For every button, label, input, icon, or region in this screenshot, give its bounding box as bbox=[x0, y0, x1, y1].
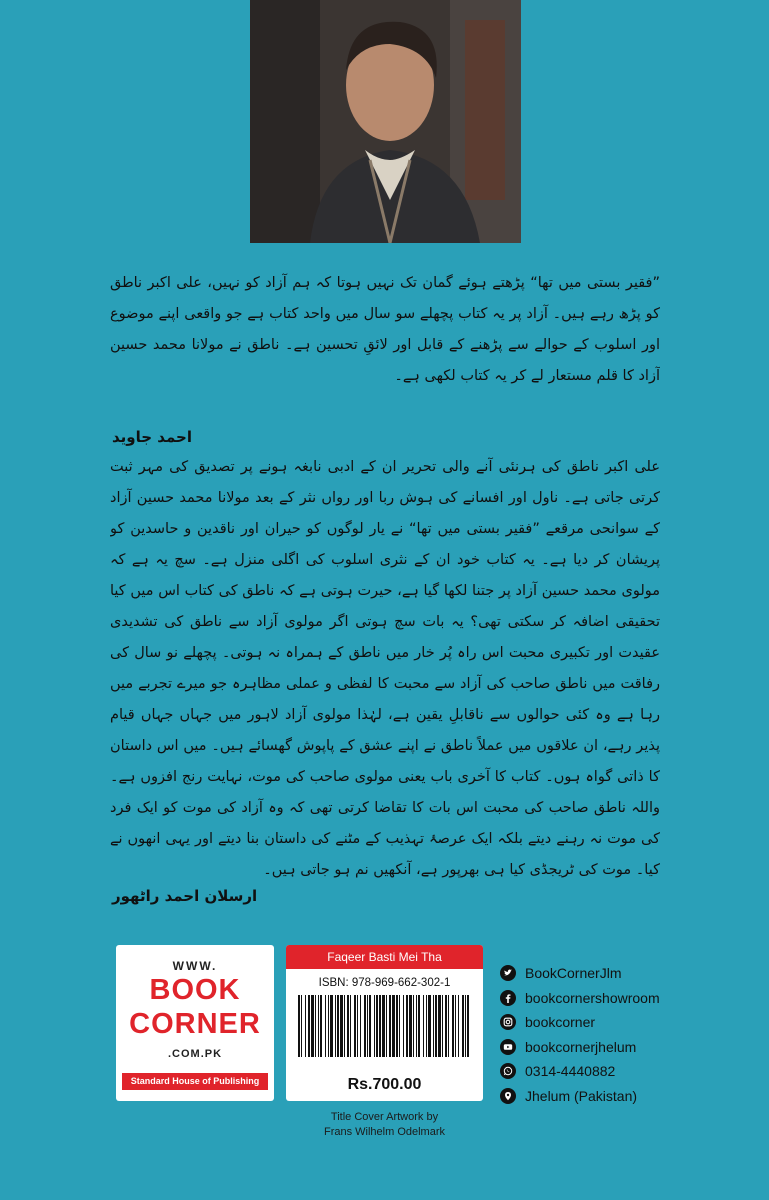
barcode-bar bbox=[305, 995, 306, 1057]
barcode-bar bbox=[392, 995, 395, 1057]
barcode-bar bbox=[403, 995, 404, 1057]
barcode-bar bbox=[325, 995, 326, 1057]
review-paragraph-1 bbox=[110, 268, 660, 420]
barcode-bar bbox=[465, 995, 466, 1057]
location-text: Jhelum (Pakistan) bbox=[525, 1087, 638, 1104]
social-item-youtube bbox=[500, 1035, 660, 1060]
review-1-text: ”فقیر بستی میں تھا“ پڑھتے ہوئے گمان تک نہیں ہوتا کہ ہم آزاد کو نہیں، علی اکبر ناطق کو پڑھ رہے ہیں۔ آزاد پر یہ کتاب پچھلے سو سال میں واحد کتاب ہے جو واقعی اپنے موضوع اور اسلوب کے حوالے سے پڑھنے کے قابل اور لائقِ تحسین ہے۔ ناطق نے مولانا محمد حسین آزاد کا قلم مستعار لے کر یہ کتاب لکھی ہے۔ bbox=[110, 275, 660, 384]
barcode-bar bbox=[452, 995, 454, 1057]
barcode-bar bbox=[435, 995, 437, 1057]
barcode-bar bbox=[416, 995, 417, 1057]
logo-www: WWW. bbox=[172, 959, 218, 973]
barcode-bar bbox=[396, 995, 398, 1057]
barcode-bar bbox=[340, 995, 343, 1057]
barcode-bar bbox=[399, 995, 400, 1057]
barcode-bar bbox=[330, 995, 333, 1057]
barcode-bar bbox=[298, 995, 300, 1057]
logo-book: BOOK bbox=[149, 974, 241, 1006]
barcode-icon bbox=[296, 995, 473, 1057]
barcode-bar bbox=[357, 995, 358, 1057]
whatsapp-icon bbox=[500, 1063, 516, 1079]
logo-tagline: Standard House of Publishing bbox=[122, 1073, 268, 1090]
youtube-icon bbox=[500, 1039, 516, 1055]
social-item-facebook bbox=[500, 986, 660, 1011]
barcode-bar bbox=[386, 995, 387, 1057]
location-icon bbox=[500, 1088, 516, 1104]
credit-line-1: Title Cover Artwork by bbox=[330, 1111, 439, 1123]
barcode-bar bbox=[318, 995, 319, 1057]
barcode-bar bbox=[413, 995, 414, 1057]
barcode-bar bbox=[433, 995, 434, 1057]
author-photo bbox=[250, 0, 521, 243]
review-2-text: علی اکبر ناطق کی ہرنئی آنے والی تحریر ان کے ادبی نابغہ ہونے پر تصدیق کی مہر ثبت کرتی جاتی ہے۔ ناول اور افسانے کی ہوش ربا اور رواں نثر کے بعد مولانا محمد حسین آزاد کے سوانحی مرقعے ”فقیر بستی میں تھا“ نے یار لوگوں کو حیران اور ناقدین و حاسدین کو پریشان کر دیا ہے۔ یہ کتاب خود ان کے نثری اسلوب کی اگلی منزل ہے۔ سچ یہ ہے کہ مولوی محمد حسین آزاد پر جتنا لکھا گیا ہے، حیرت ہوتی ہے کہ ناطق کی کتاب اس میں کیا تحقیقی اضافہ کر سکتی تھی؟ یہ بات سچ ہوتی اگر مولوی آزاد سے ناطق کی تشدیدی عقیدت اور تکبیری محبت اس راہ پُر خار میں ناطق کے ہمراہ نہ ہوتی۔ پچھلے نو سال کی رفاقت میں ناطق صاحب کی آزاد سے محبت کا لفظی و عملی مظاہرہ جو میرے تجربے میں رہا ہے وہ کئی حوالوں سے ناقابلِ یقین ہے، لہٰذا مولوی آزاد لاہور میں جہاں جہاں قیام پذیر رہے، ان علاقوں میں عملاً ناطق نے اپنے عشق کے پاپوش گھسائے ہیں۔ میں اس داستان کا ذاتی گواہ ہوں۔ کتاب کا آخری باب یعنی مولوی صاحب کی موت، نہایت رنج افزوں ہے۔ واللہ ناطق صاحب کی محبت اس بات کا تقاضا کرتی تھی کہ وہ آزاد کی موت کو ایک فرد کی موت نہ رہنے دیتے بلکہ ایک عرصۂ تہذیب کے مٹنے کی داستان بنا دیتے اور یہی انھوں نے کیا۔ موت کی ٹریجڈی کیا ہی بھرپور ہے، آنکھیں نم ہو جاتی ہیں۔ bbox=[110, 459, 660, 878]
author-portrait-illustration bbox=[250, 0, 521, 243]
barcode-bar bbox=[462, 995, 464, 1057]
barcode-bar bbox=[315, 995, 316, 1057]
twitter-handle: BookCornerJlm bbox=[525, 965, 622, 982]
credit-line-2: Frans Wilhelm Odelmark bbox=[323, 1126, 446, 1138]
barcode-bar bbox=[354, 995, 356, 1057]
review-1-signature: احمد جاوید bbox=[112, 428, 192, 446]
barcode-bar bbox=[418, 995, 420, 1057]
logo-domain: .COM.PK bbox=[167, 1048, 223, 1060]
barcode-bar bbox=[308, 995, 310, 1057]
barcode-bar bbox=[409, 995, 412, 1057]
review-paragraph-2 bbox=[110, 452, 660, 884]
review-2-signature: ارسلان احمد راٹھور bbox=[112, 887, 258, 905]
barcode-bar bbox=[301, 995, 302, 1057]
book-title-en: Faqeer Basti Mei Tha bbox=[286, 945, 483, 969]
youtube-channel: bookcornerjhelum bbox=[525, 1038, 637, 1055]
barcode-bar bbox=[320, 995, 322, 1057]
barcode-bar bbox=[428, 995, 431, 1057]
barcode-panel bbox=[286, 945, 483, 1101]
price: Rs.700.00 bbox=[347, 1076, 422, 1093]
barcode-bar bbox=[455, 995, 456, 1057]
barcode-bar bbox=[438, 995, 441, 1057]
barcode-bar bbox=[335, 995, 336, 1057]
barcode-bar bbox=[337, 995, 339, 1057]
barcode-bar bbox=[389, 995, 391, 1057]
instagram-icon bbox=[500, 1014, 516, 1030]
barcode-bar bbox=[426, 995, 427, 1057]
barcode-bar bbox=[350, 995, 351, 1057]
barcode-bar bbox=[367, 995, 368, 1057]
logo-corner: CORNER bbox=[129, 1008, 261, 1040]
barcode-bar bbox=[311, 995, 314, 1057]
phone-number: 0314-4440882 bbox=[525, 1063, 616, 1080]
cover-credit bbox=[286, 1110, 483, 1140]
social-item-instagram bbox=[500, 1010, 660, 1035]
barcode-bar bbox=[467, 995, 469, 1057]
social-item-twitter bbox=[500, 961, 660, 986]
isbn-number: ISBN: 978-969-662-302-1 bbox=[318, 977, 451, 989]
barcode-bar bbox=[442, 995, 443, 1057]
facebook-page: bookcornershowroom bbox=[525, 989, 660, 1006]
barcode-bar bbox=[344, 995, 345, 1057]
twitter-icon bbox=[500, 965, 516, 981]
publisher-logo bbox=[116, 945, 274, 1101]
barcode-bar bbox=[458, 995, 459, 1057]
barcode-bar bbox=[382, 995, 385, 1057]
barcode-bar bbox=[448, 995, 449, 1057]
barcode-bar bbox=[369, 995, 371, 1057]
barcode-bar bbox=[406, 995, 408, 1057]
barcode-bar bbox=[379, 995, 381, 1057]
facebook-icon bbox=[500, 990, 516, 1006]
barcode-bar bbox=[423, 995, 424, 1057]
barcode-bar bbox=[445, 995, 447, 1057]
barcode-bar bbox=[374, 995, 375, 1057]
barcode-bar bbox=[376, 995, 378, 1057]
barcode-bar bbox=[347, 995, 349, 1057]
social-links bbox=[500, 961, 660, 1108]
barcode-bar bbox=[360, 995, 361, 1057]
social-item-location bbox=[500, 1084, 660, 1109]
social-item-whatsapp bbox=[500, 1059, 660, 1084]
instagram-handle: bookcorner bbox=[525, 1014, 596, 1031]
barcode-bar bbox=[328, 995, 329, 1057]
barcode-bar bbox=[364, 995, 366, 1057]
